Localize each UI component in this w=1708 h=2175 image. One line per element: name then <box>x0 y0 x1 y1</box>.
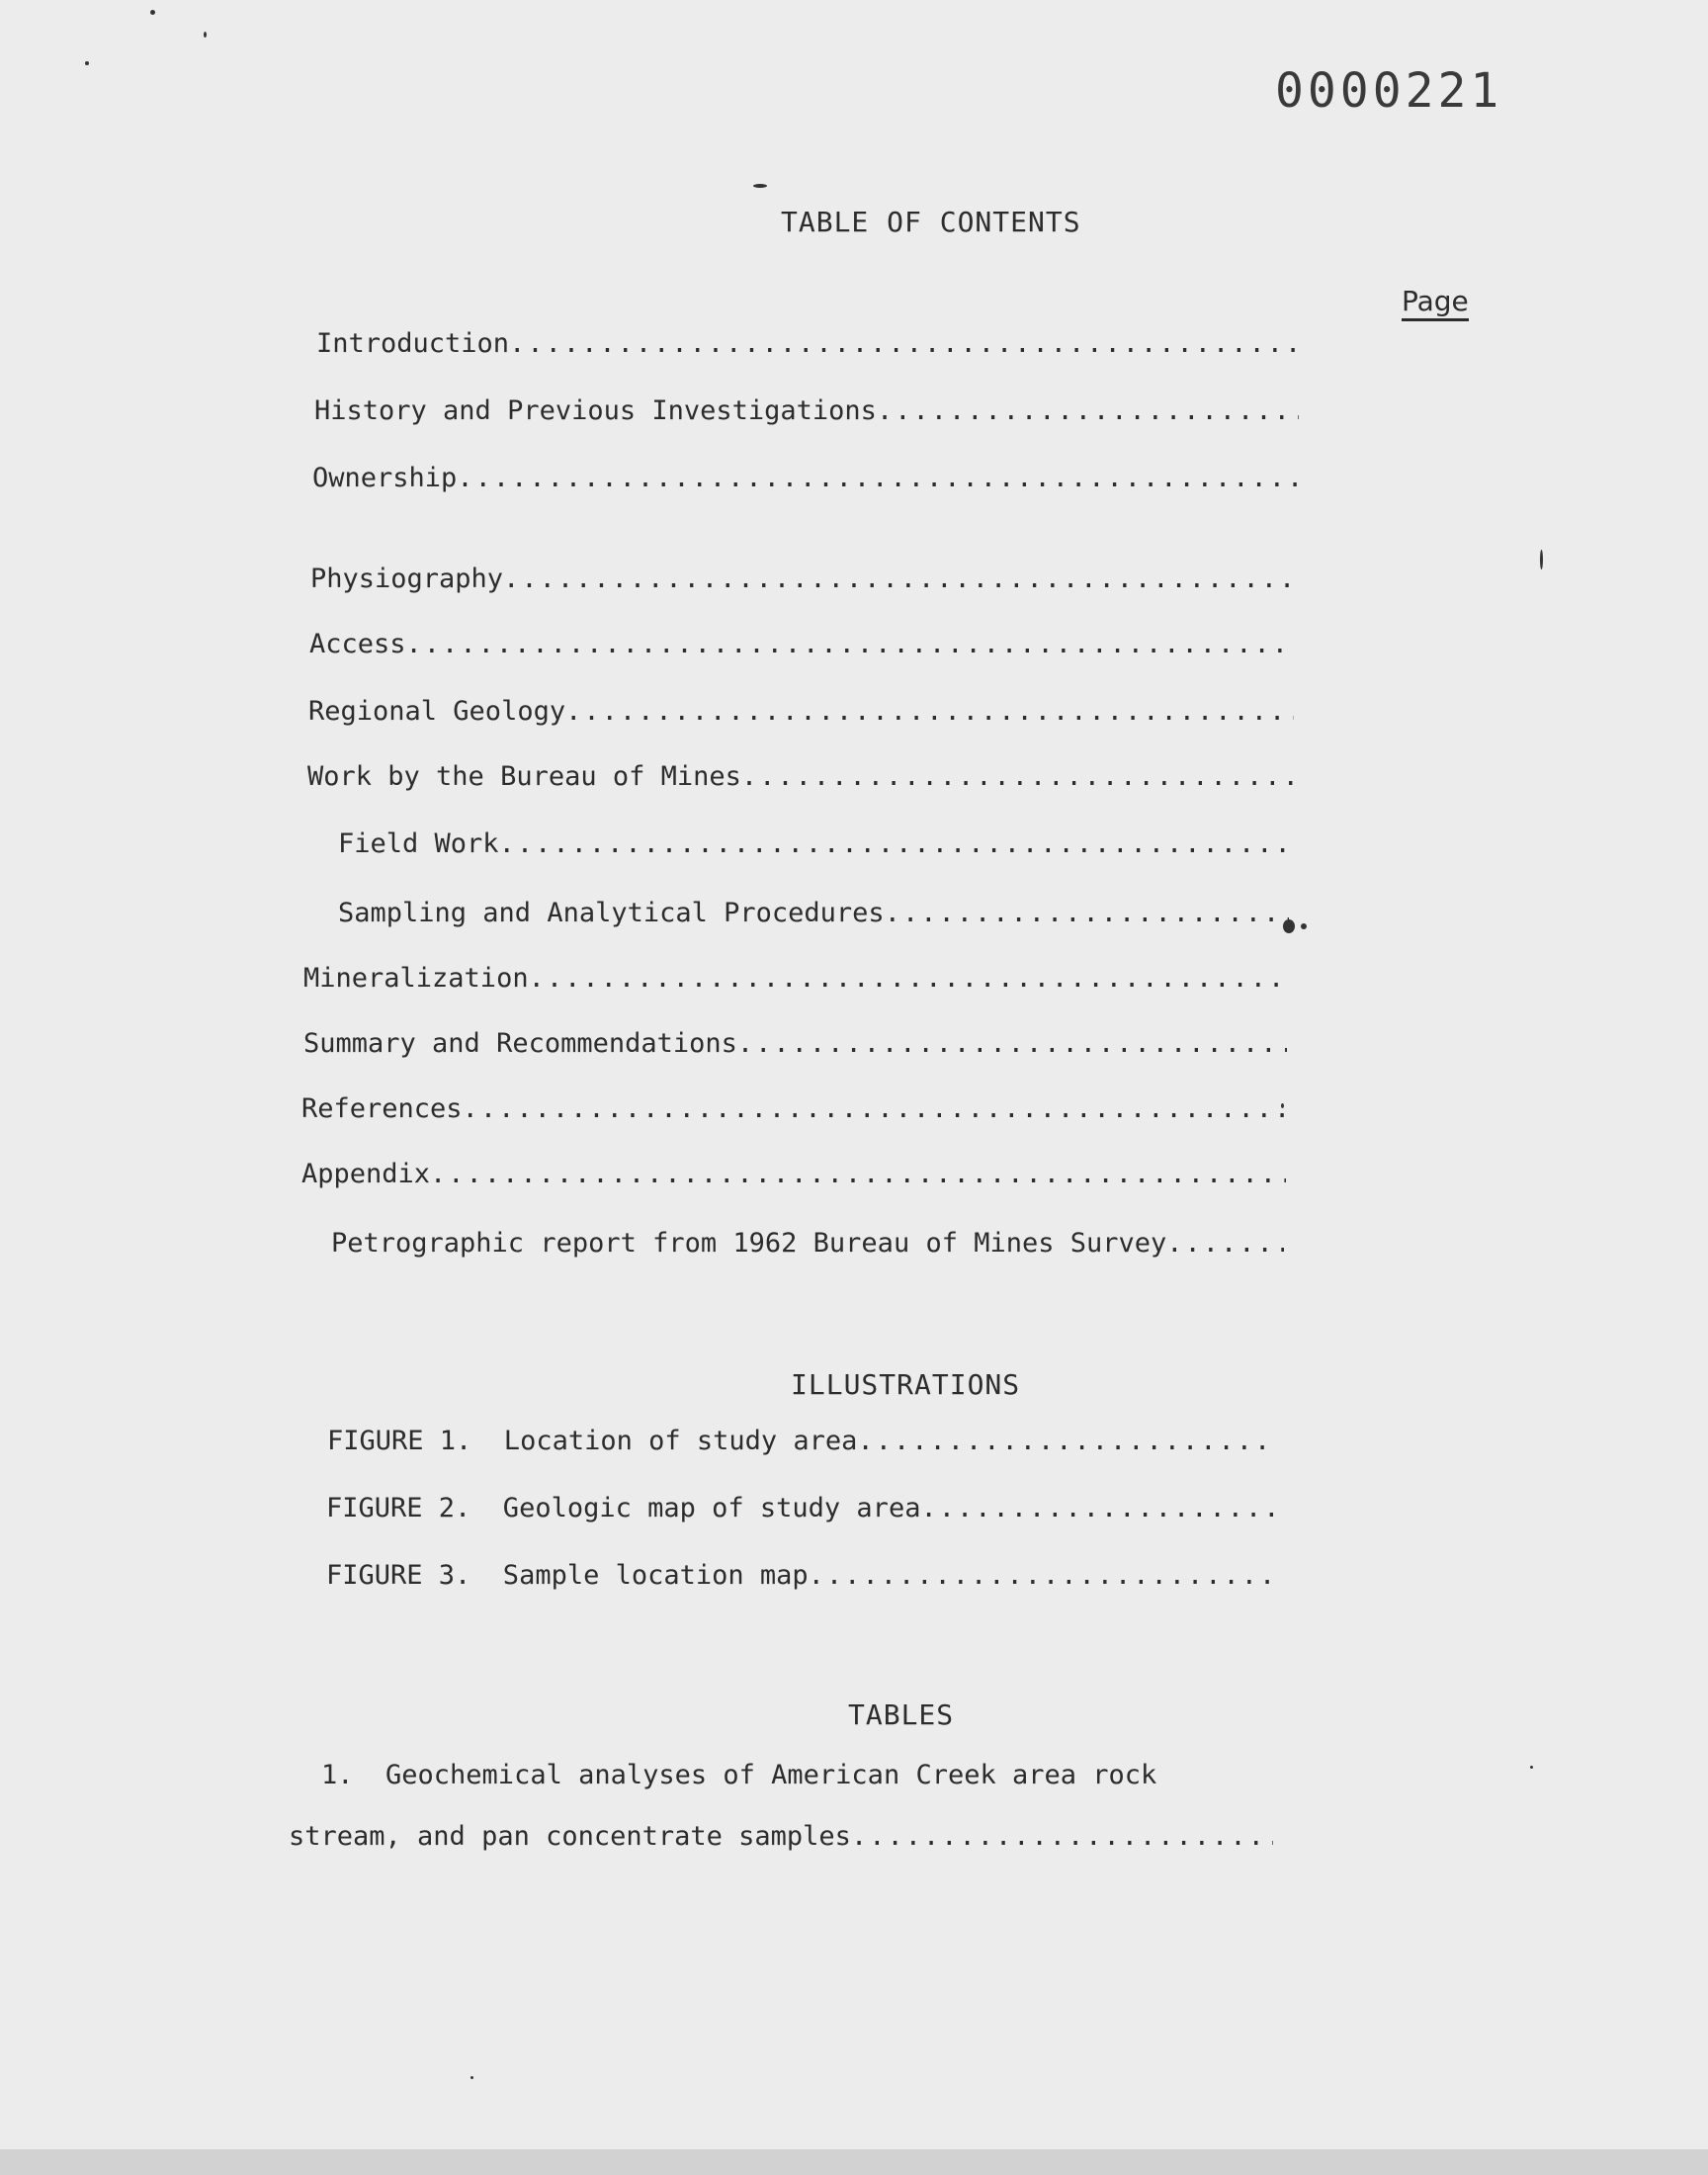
toc-entry-label: Regional Geology <box>308 696 566 727</box>
dot-leader <box>1166 1228 1284 1259</box>
toc-entry-label: Summary and Recommendations <box>303 1028 737 1059</box>
scan-speck <box>204 32 207 38</box>
page-column-label: Page <box>1402 285 1469 321</box>
toc-entry-access[interactable] <box>309 629 1295 659</box>
scan-speck <box>470 2076 473 2079</box>
toc-entry-label: Sampling and Analytical Procedures <box>338 898 885 928</box>
toc-entry-introduction[interactable] <box>316 328 1299 359</box>
toc-entry-label: History and Previous Investigations <box>314 395 877 426</box>
dot-leader <box>741 761 1293 792</box>
figure-label: FIGURE 3. Sample location map <box>326 1560 809 1591</box>
scan-speck <box>1283 919 1295 933</box>
toc-entry-petrographic-report[interactable] <box>331 1228 1284 1259</box>
toc-entry-label: References <box>301 1093 463 1124</box>
scan-speck <box>85 61 89 65</box>
scan-speck <box>1540 550 1543 569</box>
figure-entry-3[interactable] <box>326 1560 1276 1591</box>
scan-speck <box>753 184 767 188</box>
figure-entry-2[interactable] <box>326 1493 1277 1523</box>
dot-leader <box>857 1426 1278 1456</box>
dot-leader <box>509 328 1299 359</box>
dot-leader <box>809 1560 1276 1591</box>
toc-entry-label: Work by the Bureau of Mines <box>307 761 741 792</box>
scan-speck <box>1281 1103 1284 1108</box>
toc-entry-summary[interactable] <box>303 1028 1287 1059</box>
dot-leader <box>430 1159 1286 1189</box>
table-entry-1-line-1[interactable]: 1. Geochemical analyses of American Creek area rock <box>321 1760 1157 1790</box>
toc-entry-label: Mineralization <box>303 963 529 994</box>
table-entry-1-line-2[interactable] <box>289 1821 1273 1852</box>
scan-speck <box>1301 923 1307 929</box>
figure-label: FIGURE 2. Geologic map of study area <box>326 1493 921 1523</box>
tables-title: TABLES <box>848 1698 955 1731</box>
toc-entry-work-bureau-of-mines[interactable] <box>307 761 1293 792</box>
toc-entry-label: Petrographic report from 1962 Bureau of Mines Survey <box>331 1228 1167 1259</box>
dot-leader <box>503 564 1297 594</box>
dot-leader <box>406 629 1295 659</box>
toc-entry-sampling[interactable] <box>338 898 1289 928</box>
dot-leader <box>457 463 1299 493</box>
dot-leader <box>499 828 1291 859</box>
page-bottom-edge <box>0 2149 1708 2175</box>
dot-leader <box>529 963 1288 994</box>
figure-entry-1[interactable] <box>327 1426 1278 1456</box>
scan-speck <box>150 10 155 15</box>
toc-entry-physiography[interactable] <box>310 564 1297 594</box>
toc-entry-regional-geology[interactable] <box>308 696 1294 727</box>
toc-entry-label: Physiography <box>310 564 504 594</box>
toc-entry-appendix[interactable] <box>301 1159 1286 1189</box>
scan-speck <box>1530 1766 1533 1769</box>
toc-entry-ownership[interactable] <box>312 463 1299 493</box>
dot-leader <box>463 1093 1286 1124</box>
dot-leader <box>877 395 1299 426</box>
toc-entry-history[interactable] <box>314 395 1299 426</box>
toc-entry-label: Ownership <box>312 463 458 493</box>
toc-entry-label: Field Work <box>338 828 499 859</box>
toc-entry-field-work[interactable] <box>338 828 1291 859</box>
toc-entry-mineralization[interactable] <box>303 963 1288 994</box>
illustrations-title: ILLUSTRATIONS <box>791 1368 1021 1401</box>
dot-leader <box>565 696 1294 727</box>
dot-leader <box>920 1493 1277 1523</box>
toc-entry-label: Access <box>309 629 406 659</box>
toc-entry-label: Appendix <box>301 1159 431 1189</box>
figure-label: FIGURE 1. Location of study area <box>327 1426 858 1456</box>
document-number: 0000221 <box>1275 63 1503 119</box>
toc-title: TABLE OF CONTENTS <box>781 206 1081 238</box>
toc-entry-label: Introduction <box>316 328 510 359</box>
toc-entry-references[interactable] <box>301 1093 1286 1124</box>
dot-leader <box>851 1821 1273 1852</box>
dot-leader <box>885 898 1289 928</box>
dot-leader <box>737 1028 1287 1059</box>
table-entry-label: stream, and pan concentrate samples <box>289 1821 851 1852</box>
